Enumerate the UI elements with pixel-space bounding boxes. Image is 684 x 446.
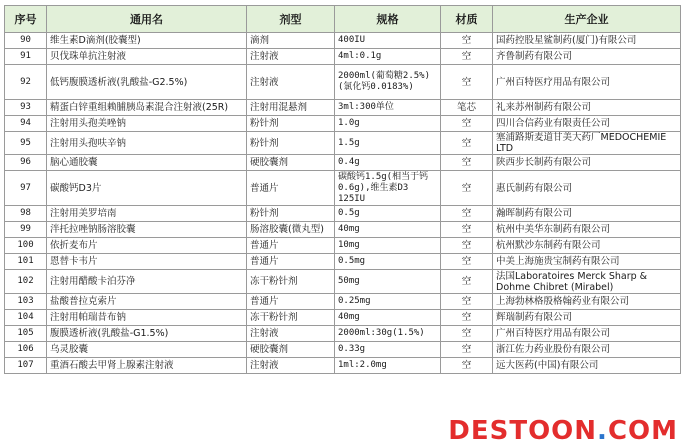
- table-row: [5, 326, 681, 342]
- cell-form: 普通片: [247, 294, 335, 310]
- drug-table-container: [4, 5, 680, 374]
- cell-spec: 50mg: [335, 270, 441, 294]
- cell-name: 碳酸钙D3片: [47, 171, 247, 206]
- cell-no: 94: [5, 116, 47, 132]
- cell-maker: 广州百特医疗用品有限公司: [493, 65, 681, 100]
- cell-maker: 陕西步长制药有限公司: [493, 155, 681, 171]
- cell-name: 恩替卡韦片: [47, 254, 247, 270]
- table-row: [5, 33, 681, 49]
- cell-name: 泮托拉唑钠肠溶胶囊: [47, 222, 247, 238]
- cell-spec: 1.0g: [335, 116, 441, 132]
- table-row: [5, 310, 681, 326]
- cell-form: 滴剂: [247, 33, 335, 49]
- watermark-main: DESTOON: [448, 416, 598, 446]
- cell-name: 重酒石酸去甲肾上腺素注射液: [47, 358, 247, 374]
- cell-material: 空: [441, 155, 493, 171]
- cell-maker: 齐鲁制药有限公司: [493, 49, 681, 65]
- cell-no: 90: [5, 33, 47, 49]
- cell-no: 95: [5, 132, 47, 155]
- cell-maker: 广州百特医疗用品有限公司: [493, 326, 681, 342]
- cell-form: 注射液: [247, 65, 335, 100]
- cell-spec: 0.4g: [335, 155, 441, 171]
- cell-material: 空: [441, 33, 493, 49]
- cell-no: 93: [5, 100, 47, 116]
- destoon-watermark: [448, 416, 678, 446]
- cell-form: 硬胶囊剂: [247, 342, 335, 358]
- cell-no: 105: [5, 326, 47, 342]
- col-header-no: 序号: [5, 6, 47, 33]
- cell-name: 注射用头孢呋辛钠: [47, 132, 247, 155]
- table-row: [5, 238, 681, 254]
- cell-material: 空: [441, 222, 493, 238]
- cell-no: 100: [5, 238, 47, 254]
- table-row: [5, 294, 681, 310]
- cell-material: 空: [441, 310, 493, 326]
- cell-material: 空: [441, 270, 493, 294]
- cell-spec: 0.33g: [335, 342, 441, 358]
- cell-material: 空: [441, 342, 493, 358]
- table-row: [5, 65, 681, 100]
- cell-maker: 中美上海施贵宝制药有限公司: [493, 254, 681, 270]
- cell-spec: 400IU: [335, 33, 441, 49]
- table-row: [5, 270, 681, 294]
- cell-material: 空: [441, 294, 493, 310]
- cell-form: 普通片: [247, 238, 335, 254]
- col-header-material: 材质: [441, 6, 493, 33]
- cell-maker: 浙江佐力药业股份有限公司: [493, 342, 681, 358]
- cell-maker: 上海勃林格殷格翰药业有限公司: [493, 294, 681, 310]
- cell-spec: 4ml:0.1g: [335, 49, 441, 65]
- cell-name: 低钙腹膜透析液(乳酸盐-G2.5%): [47, 65, 247, 100]
- cell-maker: 杭州中美华东制药有限公司: [493, 222, 681, 238]
- cell-maker: 国药控股星鲨制药(厦门)有限公司: [493, 33, 681, 49]
- table-row: [5, 206, 681, 222]
- watermark-tld: COM: [607, 416, 678, 446]
- cell-no: 102: [5, 270, 47, 294]
- cell-form: 注射液: [247, 358, 335, 374]
- table-row: [5, 116, 681, 132]
- cell-material: 空: [441, 206, 493, 222]
- cell-spec: 40mg: [335, 310, 441, 326]
- cell-no: 107: [5, 358, 47, 374]
- table-row: [5, 49, 681, 65]
- col-header-maker: 生产企业: [493, 6, 681, 33]
- cell-maker: 远大医药(中国)有限公司: [493, 358, 681, 374]
- cell-form: 硬胶囊剂: [247, 155, 335, 171]
- cell-material: 空: [441, 49, 493, 65]
- cell-material: 空: [441, 132, 493, 155]
- cell-name: 贝伐珠单抗注射液: [47, 49, 247, 65]
- cell-name: 脑心通胶囊: [47, 155, 247, 171]
- table-row: [5, 100, 681, 116]
- drug-table: [4, 5, 681, 374]
- table-row: [5, 171, 681, 206]
- cell-spec: 1.5g: [335, 132, 441, 155]
- cell-name: 乌灵胶囊: [47, 342, 247, 358]
- cell-name: 盐酸普拉克索片: [47, 294, 247, 310]
- cell-no: 99: [5, 222, 47, 238]
- cell-material: 空: [441, 65, 493, 100]
- cell-form: 粉针剂: [247, 132, 335, 155]
- cell-name: 注射用头孢美唑钠: [47, 116, 247, 132]
- table-header-row: [5, 6, 681, 33]
- cell-material: 空: [441, 238, 493, 254]
- cell-maker: 辉瑞制药有限公司: [493, 310, 681, 326]
- cell-name: 注射用美罗培南: [47, 206, 247, 222]
- cell-spec: 40mg: [335, 222, 441, 238]
- cell-no: 97: [5, 171, 47, 206]
- cell-name: 腹膜透析液(乳酸盐-G1.5%): [47, 326, 247, 342]
- cell-form: 粉针剂: [247, 206, 335, 222]
- cell-spec: 碳酸钙1.5g(相当于钙0.6g),维生素D3 125IU: [335, 171, 441, 206]
- cell-no: 106: [5, 342, 47, 358]
- cell-spec: 2000ml(葡萄糖2.5%)(氯化钙0.0183%): [335, 65, 441, 100]
- cell-form: 注射液: [247, 49, 335, 65]
- cell-maker: 礼来苏州制药有限公司: [493, 100, 681, 116]
- col-header-spec: 规格: [335, 6, 441, 33]
- col-header-form: 剂型: [247, 6, 335, 33]
- cell-maker: 瀚晖制药有限公司: [493, 206, 681, 222]
- cell-form: 冻干粉针剂: [247, 270, 335, 294]
- cell-name: 精蛋白锌重组赖脯胰岛素混合注射液(25R): [47, 100, 247, 116]
- cell-no: 103: [5, 294, 47, 310]
- cell-material: 空: [441, 171, 493, 206]
- cell-form: 注射液: [247, 326, 335, 342]
- cell-name: 维生素D滴剂(胶囊型): [47, 33, 247, 49]
- cell-name: 依折麦布片: [47, 238, 247, 254]
- cell-form: 粉针剂: [247, 116, 335, 132]
- watermark-dot: .: [597, 416, 608, 446]
- cell-no: 96: [5, 155, 47, 171]
- cell-no: 92: [5, 65, 47, 100]
- cell-form: 普通片: [247, 171, 335, 206]
- cell-spec: 0.25mg: [335, 294, 441, 310]
- cell-material: 空: [441, 116, 493, 132]
- cell-name: 注射用醋酸卡泊芬净: [47, 270, 247, 294]
- table-row: [5, 222, 681, 238]
- cell-maker: 法国Laboratoires Merck Sharp & Dohme Chibret (Mirabel): [493, 270, 681, 294]
- cell-no: 91: [5, 49, 47, 65]
- cell-no: 101: [5, 254, 47, 270]
- cell-spec: 0.5g: [335, 206, 441, 222]
- table-row: [5, 358, 681, 374]
- cell-form: 注射用混悬剂: [247, 100, 335, 116]
- table-row: [5, 132, 681, 155]
- cell-maker: 惠氏制药有限公司: [493, 171, 681, 206]
- cell-maker: 四川合信药业有限责任公司: [493, 116, 681, 132]
- col-header-name: 通用名: [47, 6, 247, 33]
- cell-maker: 塞浦路斯麦道甘美大药厂MEDOCHEMIE LTD: [493, 132, 681, 155]
- cell-no: 104: [5, 310, 47, 326]
- cell-form: 冻干粉针剂: [247, 310, 335, 326]
- cell-name: 注射用帕瑞昔布钠: [47, 310, 247, 326]
- table-row: [5, 342, 681, 358]
- cell-spec: 10mg: [335, 238, 441, 254]
- cell-spec: 0.5mg: [335, 254, 441, 270]
- cell-maker: 杭州默沙东制药有限公司: [493, 238, 681, 254]
- table-row: [5, 155, 681, 171]
- cell-spec: 2000ml:30g(1.5%): [335, 326, 441, 342]
- cell-material: 空: [441, 326, 493, 342]
- cell-material: 笔芯: [441, 100, 493, 116]
- cell-material: 空: [441, 358, 493, 374]
- cell-no: 98: [5, 206, 47, 222]
- cell-spec: 1ml:2.0mg: [335, 358, 441, 374]
- cell-material: 空: [441, 254, 493, 270]
- table-row: [5, 254, 681, 270]
- cell-form: 普通片: [247, 254, 335, 270]
- cell-spec: 3ml:300单位: [335, 100, 441, 116]
- table-body: [5, 33, 681, 374]
- cell-form: 肠溶胶囊(微丸型): [247, 222, 335, 238]
